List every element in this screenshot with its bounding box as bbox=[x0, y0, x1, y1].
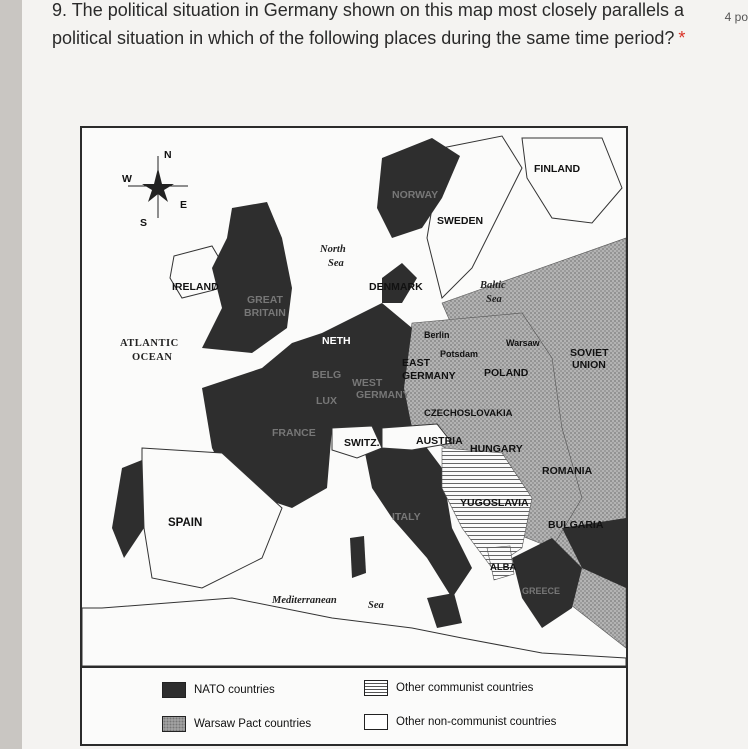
map-legend bbox=[82, 666, 626, 744]
east-germany-label-2: GERMANY bbox=[402, 370, 456, 382]
hungary-label: HUNGARY bbox=[470, 443, 523, 455]
france-label: FRANCE bbox=[272, 427, 316, 439]
italy-label: ITALY bbox=[392, 511, 421, 523]
poland-label: POLAND bbox=[484, 367, 529, 379]
west-germany-label-1: WEST bbox=[352, 377, 383, 389]
north-sea-label-2: Sea bbox=[328, 258, 344, 269]
west-germany-label-2: GERMANY bbox=[356, 389, 410, 401]
berlin-label: Berlin bbox=[424, 330, 450, 340]
luxembourg-label: LUX bbox=[316, 395, 337, 407]
legend-nato bbox=[162, 682, 275, 698]
greece-label: GREECE bbox=[522, 586, 561, 596]
question-card bbox=[22, 0, 748, 749]
legend-other-non-communist bbox=[364, 714, 556, 730]
austria-label: AUSTRIA bbox=[416, 435, 463, 447]
atlantic-ocean-label-1: ATLANTIC bbox=[120, 338, 179, 349]
great-britain-label-2: BRITAIN bbox=[244, 307, 286, 319]
norway-label: NORWAY bbox=[392, 189, 439, 201]
mediterranean-label: Mediterranean bbox=[272, 595, 337, 606]
potsdam-label: Potsdam bbox=[440, 349, 479, 359]
finland-label: FINLAND bbox=[534, 163, 581, 175]
required-marker: * bbox=[678, 28, 686, 48]
cold-war-europe-map-figure bbox=[80, 126, 628, 746]
compass-n-label: N bbox=[164, 149, 172, 161]
map-svg bbox=[82, 128, 626, 666]
spain-label: SPAIN bbox=[168, 517, 203, 529]
netherlands-label: NETH bbox=[322, 335, 351, 347]
compass-e-label: E bbox=[180, 199, 188, 211]
other-communist-swatch bbox=[364, 680, 388, 696]
baltic-sea-label-2: Sea bbox=[486, 294, 502, 305]
compass-s-label: S bbox=[140, 217, 148, 229]
baltic-sea-label-1: Baltic bbox=[480, 280, 506, 291]
compass-w-label: W bbox=[122, 173, 132, 185]
legend-other-communist-label: Other communist countries bbox=[396, 682, 534, 694]
soviet-union-label-2: UNION bbox=[572, 359, 606, 371]
question-text-block bbox=[52, 0, 692, 52]
warsaw-label: Warsaw bbox=[506, 338, 540, 348]
albania-label: ALBA bbox=[490, 562, 517, 573]
atlantic-ocean-label-2: OCEAN bbox=[132, 352, 173, 363]
north-sea-label-1: North bbox=[320, 244, 346, 255]
warsaw-pact-swatch bbox=[162, 716, 186, 732]
switzerland-label: SWITZ. bbox=[344, 437, 380, 449]
romania-label: ROMANIA bbox=[542, 465, 593, 477]
soviet-union-label-1: SOVIET bbox=[570, 347, 609, 359]
europe-map bbox=[82, 128, 626, 666]
points-label: 4 po bbox=[724, 10, 748, 24]
other-non-communist-swatch bbox=[364, 714, 388, 730]
mediterranean-sea-label: Sea bbox=[368, 600, 384, 611]
legend-other-non-communist-label: Other non-communist countries bbox=[396, 716, 557, 728]
legend-warsaw bbox=[162, 716, 311, 732]
east-germany-label-1: EAST bbox=[402, 357, 431, 369]
yugoslavia-label: YUGOSLAVIA bbox=[460, 497, 529, 509]
czechoslovakia-label: CZECHOSLOVAKIA bbox=[424, 408, 513, 419]
great-britain-label-1: GREAT bbox=[247, 294, 283, 306]
ireland-label: IRELAND bbox=[172, 281, 219, 293]
legend-warsaw-label: Warsaw Pact countries bbox=[194, 718, 312, 730]
legend-nato-label: NATO countries bbox=[194, 684, 275, 696]
sweden-label: SWEDEN bbox=[437, 215, 484, 227]
belgium-label: BELG bbox=[312, 369, 342, 381]
legend-other-communist bbox=[364, 680, 533, 696]
left-background-strip bbox=[0, 0, 22, 749]
denmark-label: DENMARK bbox=[369, 281, 423, 293]
bulgaria-label: BULGARIA bbox=[548, 519, 604, 531]
nato-swatch bbox=[162, 682, 186, 698]
question-text: 9. The political situation in Germany shown on this map most closely parallels a political situation in which of the following places during the same time period? bbox=[52, 0, 684, 48]
sardinia-region bbox=[350, 536, 366, 578]
